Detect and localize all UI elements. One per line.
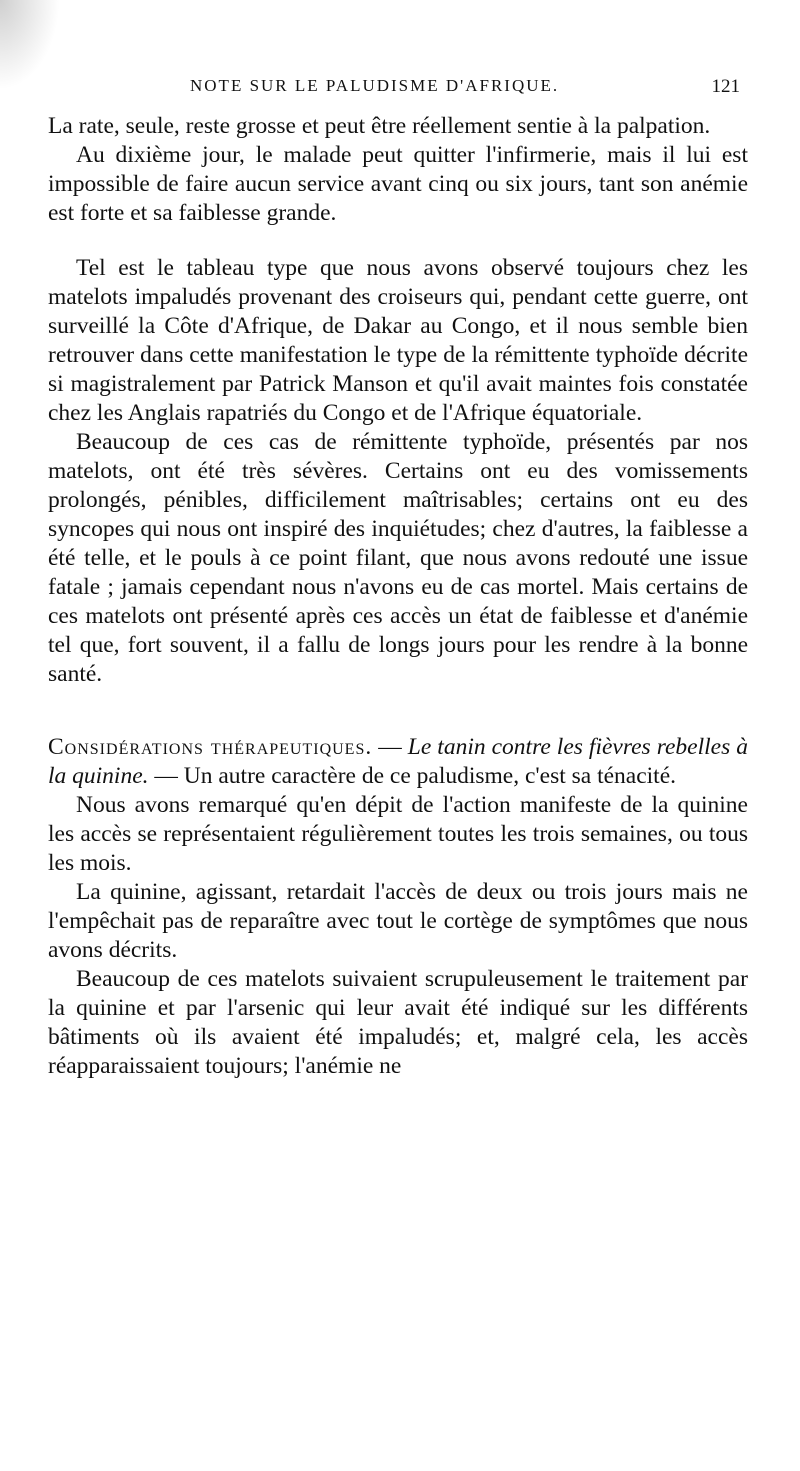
- page-header: [150, 76, 740, 106]
- running-head: NOTE SUR LE PALUDISME D'AFRIQUE.: [190, 76, 560, 95]
- paragraph-1: La rate, seule, reste grosse et peut être réellement sentie à la palpation.: [48, 113, 711, 139]
- paragraph-4: Beaucoup de ces cas de rémittente typhoïde, présentés par nos matelots, ont été très sévères. Certains ont eu des vomissements prolongés, pénibles, difficilement maîtrisables; certains ont eu des syncopes qui nous ont inspiré des inquiétudes; chez d'autres, la faiblesse a été telle, et le pouls à ce point filant, que nous avons redouté une issue fatale ; jamais cependant nous n'avons eu de cas mortel. Mais certains de ces matelots ont présenté après ces accès un état de faiblesse et d'anémie tel que, fort souvent, il a fallu de longs jours pour les rendre à la bonne santé.: [48, 429, 748, 687]
- section-subtitle: Le tanin contre les fièvres rebelles à la quinine.: [48, 734, 748, 789]
- paragraph-3: Tel est le tableau type que nous avons observé toujours chez les matelots impaludés provenant des croiseurs qui, pendant cette guerre, ont surveillé la Côte d'Afrique, de Dakar au Congo, et il nous semble bien retrouver dans cette manifestation le type de la rémittente typhoïde décrite si magistralement par Patrick Manson et qu'il avait maintes fois constatée chez les Anglais rapatriés du Congo et de l'Afrique équatoriale.: [48, 255, 748, 426]
- section-lead-text: Un autre caractère de ce paludisme, c'est sa ténacité.: [183, 763, 677, 789]
- paragraph-8: Beaucoup de ces matelots suivaient scrupuleusement le traitement par la quinine et par l'arsenic qui leur avait été indiqué sur les différents bâtiments où ils avaient été impaludés; et, malgré cela, les accès réapparaissaient toujours; l'anémie ne: [48, 966, 748, 1079]
- page-number: 121: [711, 76, 740, 97]
- section-heading: Considérations thérapeutiques.: [48, 734, 373, 760]
- paragraph-2: Au dixième jour, le malade peut quitter l'infirmerie, mais il lui est impossible de faire aucun service avant cinq ou six jours, tant son anémie est forte et sa faiblesse grande.: [48, 142, 748, 226]
- heading-dash-1: —: [372, 734, 408, 760]
- section-heading-paragraph: [48, 733, 748, 791]
- heading-dash-2: —: [148, 763, 184, 789]
- paragraph-6: Nous avons remarqué qu'en dépit de l'action manifeste de la quinine les accès se représentaient régulièrement toutes les trois semaines, ou tous les mois.: [48, 792, 748, 876]
- body-text: [48, 112, 748, 1081]
- paragraph-7: La quinine, agissant, retardait l'accès de deux ou trois jours mais ne l'empêchait pas de reparaître avec tout le cortège de symptômes que nous avons décrits.: [48, 879, 748, 963]
